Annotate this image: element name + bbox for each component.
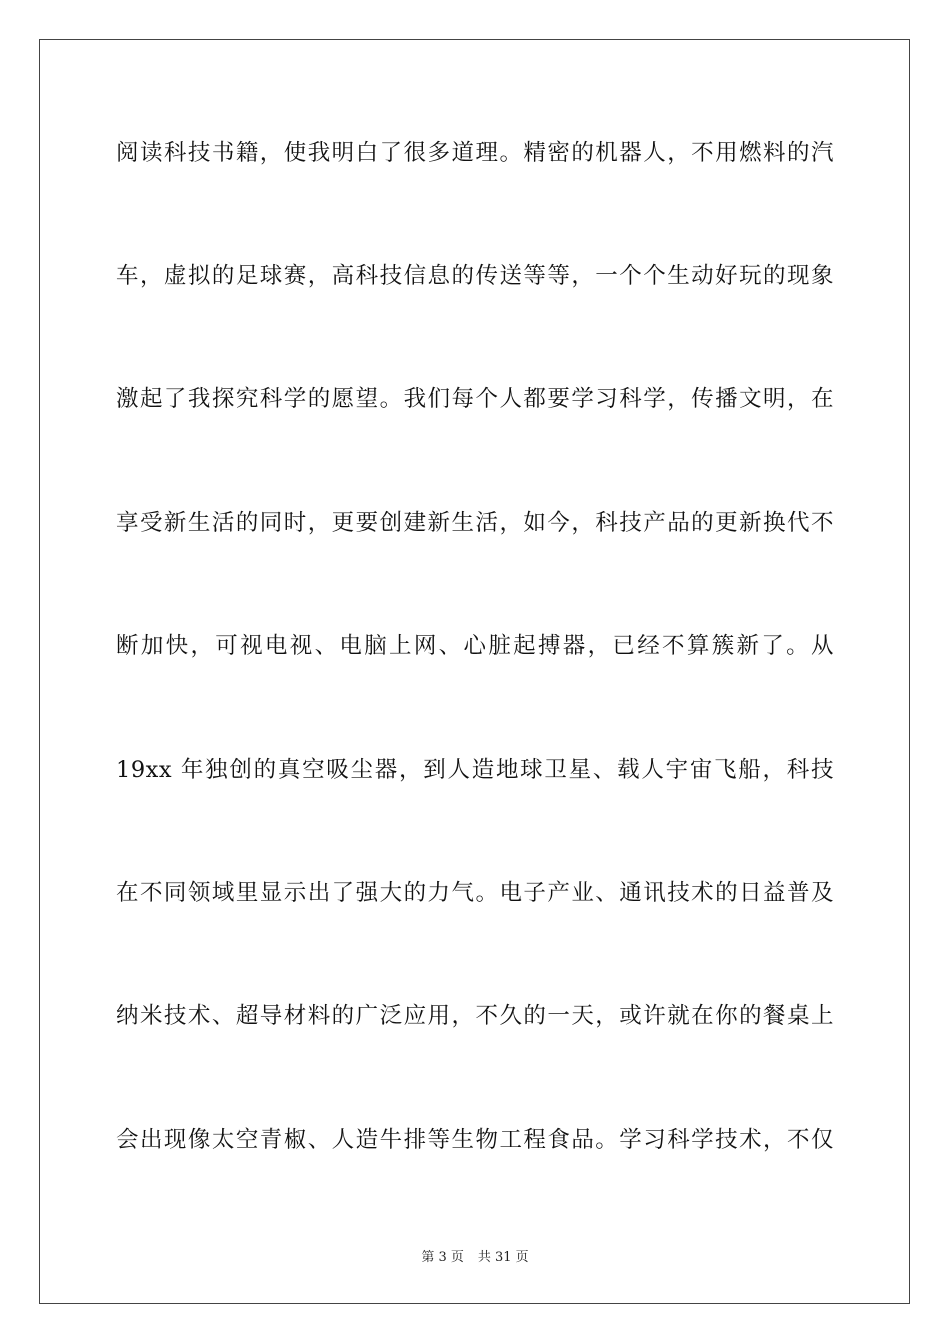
text-line: 纳米技术、超导材料的广泛应用，不久的一天，或许就在你的餐桌上 (116, 1003, 834, 1029)
text-line: 车，虚拟的足球赛，高科技信息的传送等等，一个个生动好玩的现象 (116, 263, 834, 289)
text-line: 享受新生活的同时，更要创建新生活，如今，科技产品的更新换代不 (116, 510, 834, 536)
text-line: 断加快，可视电视、电脑上网、心脏起搏器，已经不算簇新了。从 (116, 633, 834, 659)
page-border (39, 39, 910, 1304)
text-line: 激起了我探究科学的愿望。我们每个人都要学习科学，传播文明，在 (116, 386, 834, 412)
text-line: 在不同领域里显示出了强大的力气。电子产业、通讯技术的日益普及 (116, 880, 834, 906)
page-total: 共 31 页 (477, 1250, 529, 1265)
text-line: 阅读科技书籍，使我明白了很多道理。精密的机器人，不用燃料的汽 (116, 140, 834, 166)
page-number: 第 3 页 (421, 1250, 464, 1265)
text-line: 19xx 年独创的真空吸尘器，到人造地球卫星、载人宇宙飞船，科技 (116, 757, 834, 783)
text-line: 会出现像太空青椒、人造牛排等生物工程食品。学习科学技术，不仅 (116, 1127, 834, 1153)
page-footer (0, 1246, 950, 1265)
